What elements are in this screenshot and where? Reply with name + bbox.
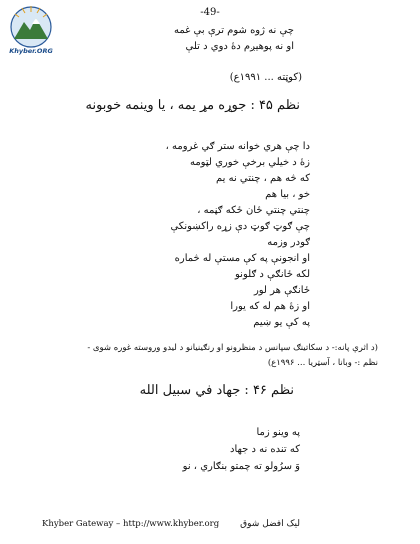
poem-end-date: (کوټته ... ۱۹۹۱ع) [229,72,302,83]
poem46-line-1: په وينو زما [256,427,300,438]
poem46-title: نظم ۴۶ : جهاد في سبيل الله [139,383,294,398]
poem45-line-11: او زۀ هم له که يورا [230,301,310,312]
poem46-line-3: وَ سرُولو ته چمتو بنګاري ، نو [182,461,300,472]
poem45-line-1: دا چې هري خوانه ستر ګي غرومه ، [165,141,310,152]
logo-text: Khyber.ORG [9,47,53,55]
poem45-note-line-2: نظم :- وبانا ، آسټريا ... ۱۹۹۶ع) [267,358,378,368]
footer-website: Khyber Gateway – http://www.khyber.org [42,519,220,529]
poem45-line-3: که څه هم ، چنتي نه يم [215,173,310,184]
poem-end-line-1: چې نه ژوه شوم ترې بې غمه [174,25,294,36]
poem45-line-5: چنتي چنتي ځان ځکه ګڼمه ، [197,205,310,216]
poem46-line-2: که تنده نه د جهاد [229,444,300,455]
footer-author: ليک افضل شوق [240,519,300,529]
poem45-line-10: ځانګې هر لور [253,285,310,296]
poem45-line-9: لکه ځانګې د ګلونو [235,269,310,280]
poem45-line-7: ګودر وزمه [267,237,310,248]
poem45-note-line-1: (د اثرې پانه:- د سکاتينګ سپانس د منظرونو او رنګينيانو د ليدو وروسته غوره شوی - [87,343,378,353]
poem45-title: نظم ۴۵ : جوړه مړ يمه ، يا وينمه خوبونه [85,98,300,113]
poem45-line-8: او انجونې په کې مستې له څماره [174,253,310,264]
page-number: -49- [200,7,220,18]
poem45-line-2: زۀ د خيلي برخې خوري لټومه [189,157,310,168]
poem-end-line-2: او نه پوهيږم دۀ دوي د تلې [185,41,294,52]
mountain-logo-icon [6,4,56,50]
poem45-line-4: خو ، بيا هم [265,189,310,200]
poem45-line-6: چې ګوټ ګوټ دې زړه راکښونکې [170,221,310,232]
poem45-line-12: په کې يو ښيم [253,317,310,328]
